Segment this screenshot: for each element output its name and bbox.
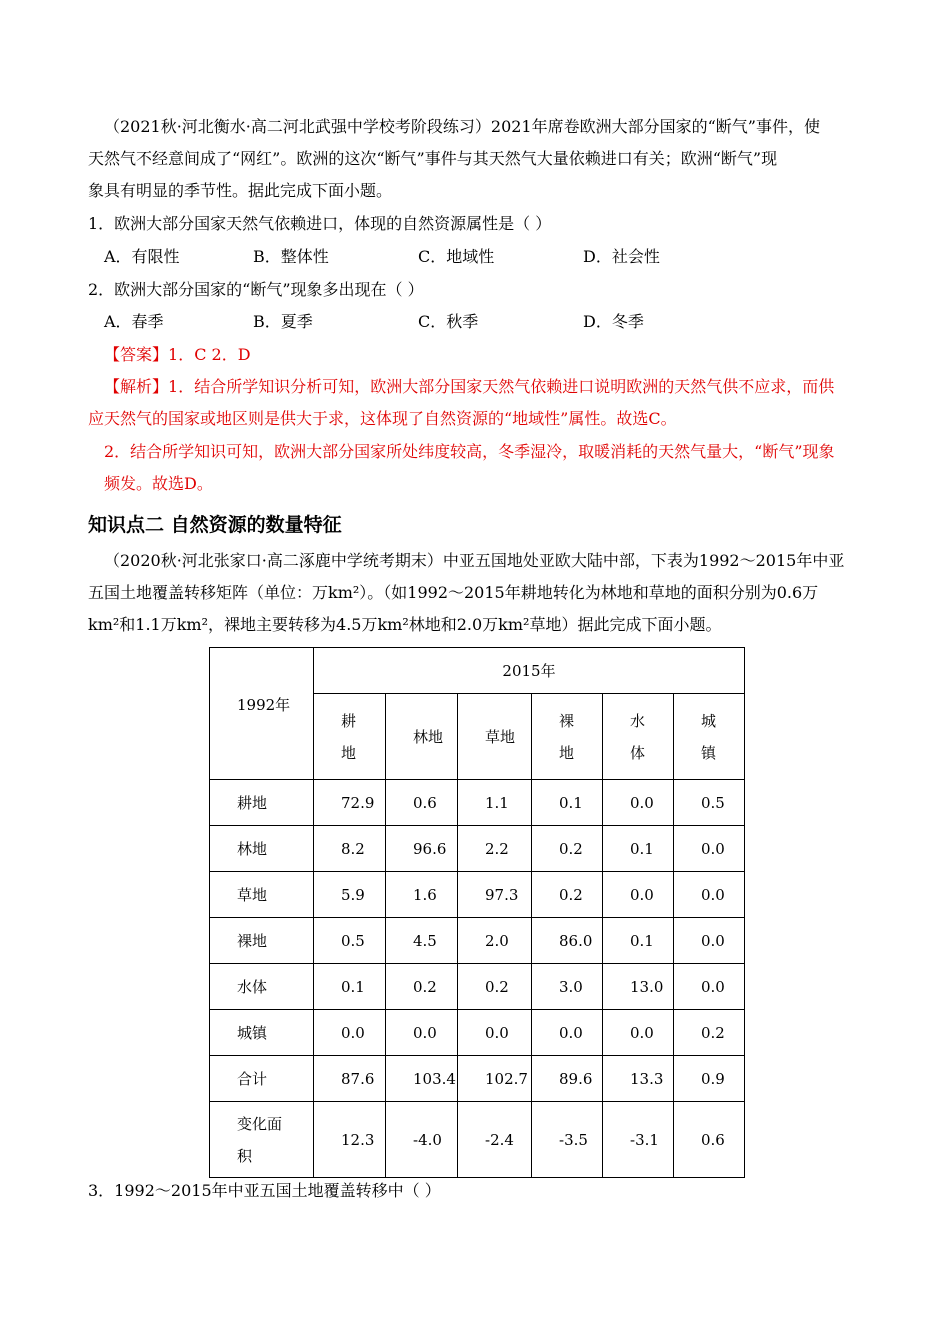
cell-value: 1.1 (485, 793, 509, 812)
row-label-cell (210, 826, 314, 872)
col-header-text: 水 (630, 711, 646, 730)
table-cell (458, 872, 532, 918)
cell-value: 0.5 (701, 793, 725, 812)
col-header-grass (458, 694, 532, 780)
cell-value: 102.7 (485, 1069, 528, 1088)
row-label: 水体 (237, 978, 268, 996)
table-row (210, 780, 745, 826)
table-cell (386, 826, 458, 872)
row-label-cell (210, 964, 314, 1010)
table-cell (603, 780, 674, 826)
table-row (210, 918, 745, 964)
cell-value: 4.5 (413, 931, 437, 950)
cell-value: 0.0 (701, 931, 725, 950)
analysis-text-line: 频发。故选D。 (104, 474, 213, 493)
cell-value: 0.0 (630, 793, 654, 812)
change-cell: 0.6 (674, 1102, 745, 1178)
table-cell (458, 1010, 532, 1056)
q1-option-b: B．整体性 (253, 247, 329, 266)
table-body (210, 780, 745, 1102)
row-year-label: 1992年 (237, 696, 291, 714)
table-cell (458, 780, 532, 826)
table-cell (674, 872, 745, 918)
land-cover-transfer-table (209, 647, 745, 1178)
analysis-text-line: 2．结合所学知识可知，欧洲大部分国家所处纬度较高，冬季湿冷，取暖消耗的天然气量大，“断气”现象 (104, 442, 835, 461)
table-cell (674, 826, 745, 872)
table-cell (674, 780, 745, 826)
table-cell (458, 964, 532, 1010)
col-header-bare (532, 694, 603, 780)
intro-text-line: km²和1.1万km²，裸地主要转移为4.5万km²林地和2.0万km²草地）据此完成下面小题。 (88, 615, 722, 634)
table-cell (532, 1056, 603, 1102)
cell-value: 0.2 (485, 977, 509, 996)
cell-value: 3.0 (559, 977, 583, 996)
change-cell: -4.0 (386, 1102, 458, 1178)
table-cell (603, 826, 674, 872)
cell-value: 2.0 (485, 931, 509, 950)
cell-value: 0.0 (485, 1023, 509, 1042)
cell-value: 0.2 (413, 977, 437, 996)
table-cell (314, 1056, 386, 1102)
q2-option-b: B．夏季 (253, 312, 313, 331)
cell-value: 0.0 (630, 885, 654, 904)
cell-value: 2.2 (485, 839, 509, 858)
table-cell (386, 964, 458, 1010)
answer-label: 【答案】 (104, 345, 169, 364)
cell-value: 0.0 (559, 1023, 583, 1042)
table-cell (532, 918, 603, 964)
table-row-change (210, 1102, 745, 1178)
intro-text-line: （2021秋·河北衡水·高二河北武强中学校考阶段练习）2021年席卷欧洲大部分国家的“断气”事件，使 (104, 117, 820, 136)
table-cell (674, 1056, 745, 1102)
analysis-text-line: 应天然气的国家或地区则是供大于求，这体现了自然资源的“地域性”属性。故选C。 (88, 409, 677, 428)
change-cell: -2.4 (458, 1102, 532, 1178)
q1-option-d: D．社会性 (583, 247, 660, 266)
analysis-line (104, 377, 834, 397)
row-label: 林地 (237, 840, 268, 858)
cell-value: 0.0 (701, 885, 725, 904)
row-label-cell (210, 780, 314, 826)
cell-value: 5.9 (341, 885, 365, 904)
table-row (210, 872, 745, 918)
row-label-cell (210, 1010, 314, 1056)
row-label-cell (210, 918, 314, 964)
intro-text-line: 天然气不经意间成了“网红”。欧洲的这次“断气”事件与其天然气大量依赖进口有关；欧洲“断气”现 (88, 149, 778, 168)
table-cell (314, 780, 386, 826)
change-cell: -3.5 (532, 1102, 603, 1178)
col-year-label: 2015年 (314, 648, 745, 694)
q2-option-d: D．冬季 (583, 312, 644, 331)
col-header-text: 裸 (559, 711, 575, 730)
question-1-stem: 1．欧洲大部分国家天然气依赖进口，体现的自然资源属性是（ ） (88, 214, 552, 233)
col-header-text: 地 (559, 743, 575, 762)
cell-value: 89.6 (559, 1069, 593, 1088)
cell-value: 0.1 (630, 839, 654, 858)
change-label: 变化面 (237, 1114, 283, 1133)
table-cell (603, 964, 674, 1010)
cell-value: 0.0 (701, 839, 725, 858)
col-header-text: 地 (341, 743, 357, 762)
cell-value: 0.0 (413, 1023, 437, 1042)
table-header-row (210, 648, 745, 694)
table-cell (314, 964, 386, 1010)
table-cell (458, 918, 532, 964)
row-label: 草地 (237, 886, 268, 904)
question-3-stem: 3．1992～2015年中亚五国土地覆盖转移中（ ） (88, 1181, 441, 1200)
q2-option-a: A．春季 (104, 312, 164, 331)
analysis-text: 1．结合所学知识分析可知，欧洲大部分国家天然气依赖进口说明欧洲的天然气供不应求，而供 (168, 377, 835, 396)
col-header-text: 镇 (701, 743, 717, 762)
row-label: 裸地 (237, 932, 268, 950)
q1-option-a: A．有限性 (104, 247, 180, 266)
q2-option-c: C．秋季 (418, 312, 479, 331)
col-header-urban (674, 694, 745, 780)
table-cell (674, 918, 745, 964)
table-cell (603, 872, 674, 918)
table-cell (314, 826, 386, 872)
change-cell: -3.1 (603, 1102, 674, 1178)
col-header-text: 城 (701, 711, 717, 730)
table-cell (314, 918, 386, 964)
table-cell (386, 1010, 458, 1056)
change-label-cell (210, 1102, 314, 1178)
table-cell (532, 1010, 603, 1056)
table-row (210, 1010, 745, 1056)
table-cell (603, 1010, 674, 1056)
cell-value: 72.9 (341, 793, 375, 812)
analysis-label: 【解析】 (104, 377, 169, 396)
answer-line (104, 345, 251, 365)
col-header-text: 耕 (341, 711, 357, 730)
table-cell (386, 1056, 458, 1102)
col-header-water (603, 694, 674, 780)
col-header-cultivated (314, 694, 386, 780)
cell-value: 97.3 (485, 885, 519, 904)
cell-value: 13.3 (630, 1069, 664, 1088)
cell-value: 0.1 (630, 931, 654, 950)
row-label-cell (210, 872, 314, 918)
cell-value: 0.2 (559, 839, 583, 858)
cell-value: 0.1 (559, 793, 583, 812)
table-cell (458, 1056, 532, 1102)
change-label: 积 (237, 1146, 253, 1165)
cell-value: 0.0 (701, 977, 725, 996)
cell-value: 87.6 (341, 1069, 375, 1088)
table-cell (674, 1010, 745, 1056)
cell-value: 0.6 (413, 793, 437, 812)
row-label-cell (210, 1056, 314, 1102)
row-year-header-cell (210, 648, 314, 780)
intro-text-line: （2020秋·河北张家口·高二涿鹿中学统考期末）中亚五国地处亚欧大陆中部，下表为1992～2015年中亚 (104, 551, 845, 570)
cell-value: 1.6 (413, 885, 437, 904)
cell-value: 0.2 (559, 885, 583, 904)
table-row (210, 964, 745, 1010)
row-label: 城镇 (237, 1024, 268, 1042)
intro-text-line: 象具有明显的季节性。据此完成下面小题。 (88, 181, 393, 200)
table-cell (674, 964, 745, 1010)
cell-value: 0.0 (341, 1023, 365, 1042)
table-cell (314, 1010, 386, 1056)
table-cell (532, 780, 603, 826)
col-header-text: 体 (630, 743, 646, 762)
row-label: 耕地 (237, 794, 268, 812)
cell-value: 86.0 (559, 931, 593, 950)
cell-value: 8.2 (341, 839, 365, 858)
col-header-text: 草地 (485, 728, 516, 746)
question-2-stem: 2．欧洲大部分国家的“断气”现象多出现在（ ） (88, 280, 424, 299)
table-cell (386, 780, 458, 826)
q1-option-c: C．地域性 (418, 247, 495, 266)
col-header-forest (386, 694, 458, 780)
table-cell (532, 964, 603, 1010)
change-cell: 12.3 (314, 1102, 386, 1178)
table-cell (386, 918, 458, 964)
cell-value: 0.0 (630, 1023, 654, 1042)
table-cell (603, 918, 674, 964)
row-label: 合计 (237, 1070, 268, 1088)
cell-value: 0.1 (341, 977, 365, 996)
cell-value: 13.0 (630, 977, 664, 996)
table-cell (314, 872, 386, 918)
section-heading: 知识点二 自然资源的数量特征 (88, 514, 342, 536)
table-row (210, 826, 745, 872)
table-cell (603, 1056, 674, 1102)
table-cell (532, 826, 603, 872)
table-row (210, 1056, 745, 1102)
col-header-text: 林地 (413, 728, 444, 746)
intro-text-line: 五国土地覆盖转移矩阵（单位：万km²）。（如1992～2015年耕地转化为林地和草地的面积分别为0.6万 (88, 583, 819, 602)
table-cell (386, 872, 458, 918)
cell-value: 0.2 (701, 1023, 725, 1042)
answer-text: 1．C 2．D (168, 345, 251, 364)
cell-value: 0.5 (341, 931, 365, 950)
table-cell (458, 826, 532, 872)
cell-value: 103.4 (413, 1069, 456, 1088)
cell-value: 0.9 (701, 1069, 725, 1088)
table-cell (532, 872, 603, 918)
cell-value: 96.6 (413, 839, 447, 858)
